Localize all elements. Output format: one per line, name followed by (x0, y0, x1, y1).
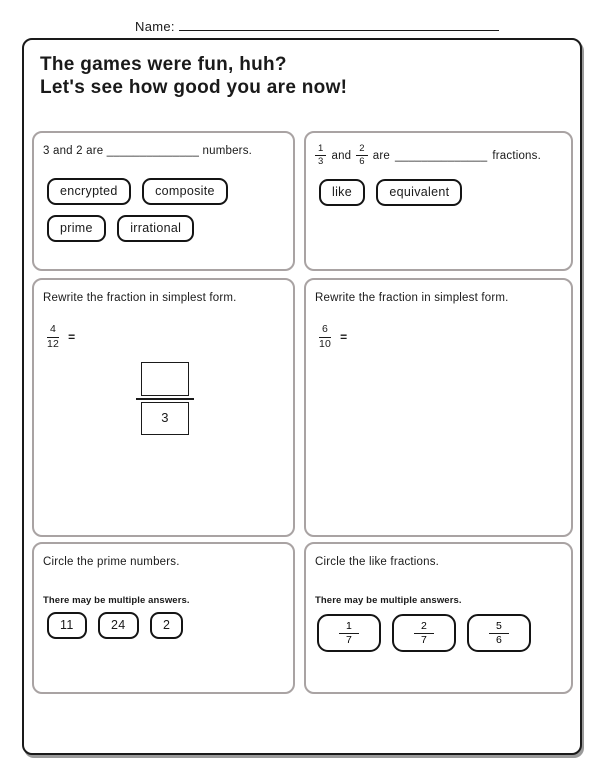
prime-number-options (47, 612, 284, 649)
name-label: Name: (135, 19, 175, 34)
question-simplify-2: Rewrite the fraction in simplest form. (315, 292, 509, 304)
fraction-one-third: $\frac{1}{3}$ (315, 144, 326, 167)
panel-number-type (32, 131, 295, 271)
fraction-answer-widget (136, 362, 194, 435)
equals-sign: = (340, 330, 348, 344)
question-are-text: are (372, 149, 390, 162)
option-number-11[interactable]: 11 (47, 612, 87, 639)
fraction-two-sixths: $\frac{2}{6}$ (356, 144, 367, 167)
panel-circle-like-fractions (304, 542, 573, 694)
fraction-bar (136, 398, 194, 400)
equals-sign: = (68, 330, 76, 344)
option-number-2[interactable]: 2 (150, 612, 183, 639)
option-equivalent[interactable]: equivalent (376, 179, 462, 206)
option-fraction-one-seventh[interactable]: $\frac{1}{7}$ (317, 614, 381, 652)
question-circle-primes: Circle the prime numbers. (43, 556, 180, 568)
answer-blank: ______________ (395, 149, 488, 162)
option-number-24[interactable]: 24 (98, 612, 139, 639)
option-composite[interactable]: composite (142, 178, 228, 205)
fraction-four-twelfths: $\frac{4}{12}$ (47, 323, 60, 350)
multiple-answers-hint: There may be multiple answers. (43, 595, 190, 606)
number-type-options (47, 178, 284, 252)
name-input-line[interactable] (179, 16, 499, 31)
numerator-answer-box[interactable] (141, 362, 189, 396)
like-fraction-options (317, 614, 562, 652)
page-title-line1: The games were fun, huh? (40, 54, 287, 75)
option-fraction-two-sevenths[interactable]: $\frac{2}{7}$ (392, 614, 456, 652)
multiple-answers-hint: There may be multiple answers. (315, 595, 462, 606)
panel-simplify-four-twelfths (32, 278, 295, 537)
denominator-answer-box[interactable]: 3 (141, 402, 189, 435)
conjunction-text: and (331, 149, 352, 162)
panel-circle-primes (32, 542, 295, 694)
page-title-line2: Let's see how good you are now! (40, 77, 348, 98)
fraction-expression-1 (47, 324, 284, 350)
worksheet-page (22, 38, 582, 755)
question-circle-like-fractions: Circle the like fractions. (315, 556, 440, 568)
question-end-text: fractions. (492, 149, 542, 162)
name-row (135, 16, 499, 34)
panel-simplify-six-tenths (304, 278, 573, 537)
page-title (40, 53, 347, 99)
option-prime[interactable]: prime (47, 215, 106, 242)
option-encrypted[interactable]: encrypted (47, 178, 131, 205)
option-like[interactable]: like (319, 179, 365, 206)
option-irrational[interactable]: irrational (117, 215, 194, 242)
question-simplify-1: Rewrite the fraction in simplest form. (43, 292, 237, 304)
question-fraction-type (315, 144, 562, 167)
fraction-six-tenths: $\frac{6}{10}$ (319, 323, 332, 350)
question-number-type: 3 and 2 are ______________ numbers. (43, 145, 253, 157)
fraction-expression-2 (319, 324, 562, 350)
panel-fraction-type (304, 131, 573, 271)
option-fraction-five-sixths[interactable]: $\frac{5}{6}$ (467, 614, 531, 652)
fraction-type-options (319, 179, 562, 216)
